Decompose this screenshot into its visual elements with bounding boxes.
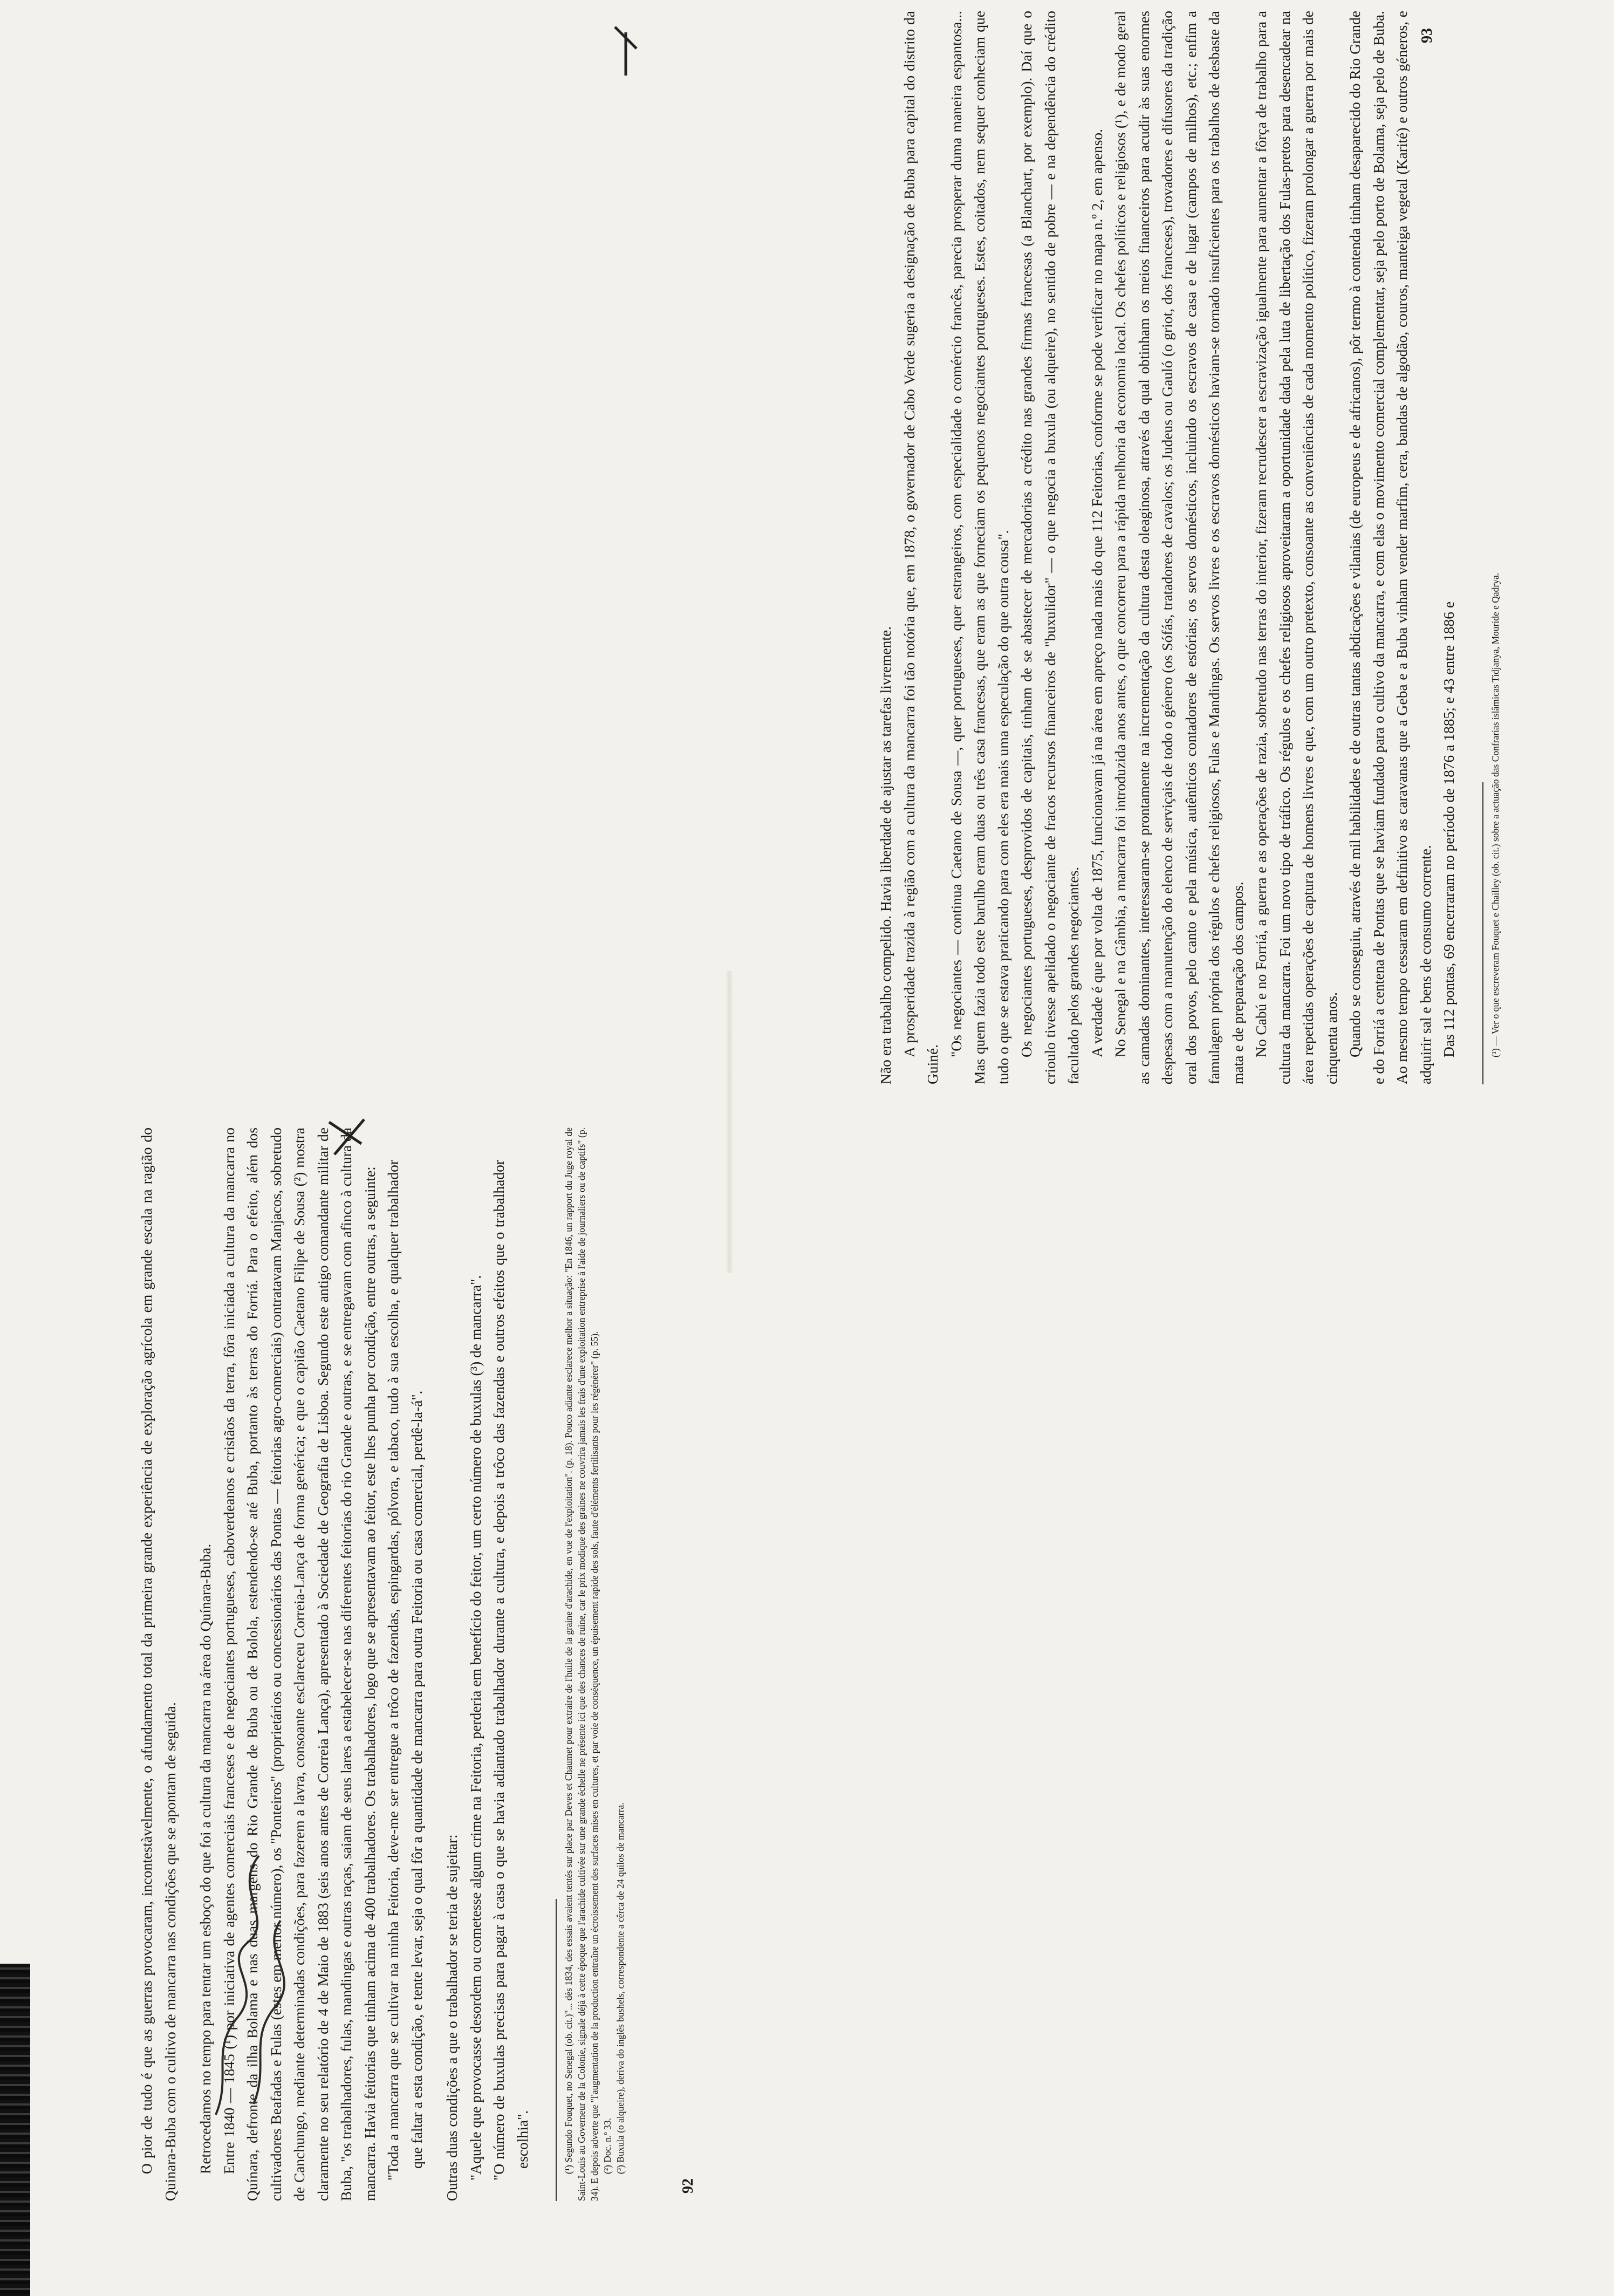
paragraph: Entre 1840 — 1845 (¹) por iniciativa de agentes comerciais franceses e de negociantes portugueses, caboverdeanos e cristãos da terra, fôra iniciada a cultura da mancarra no Quínara, defronte da ilha Bolama e nas duas margens do Rio Grande de Buba ou de Bolola, estendendo-se até Buba, portanto às terras do Forriá. Para o efeito, além dos cultivadores Beafadas e Fulas (estes em menor número), os "Ponteiros" (proprietários ou concessionários das Pontas — feitorias agro-comerciais) contratavam Manjacos, sobretudo de Canchungo, mediante determinadas condições, para fazerem a lavra, consoante esclareceu Correia-Lança de forma genérica; e que o capitão Caetano Filipe de Sousa (²) mostra claramente no seu relatório de 4 de Maio de 1883 (seis anos antes de Correia Lança), apresentado à Sociedade de Geografia de Lisboa. Segundo este antigo comandante militar de Buba, "os trabalhadores, fulas, mandingas e outras raças, saiam de seus lares a estabelecer-se nas diferentes feitorias do rio Grande e outras, e se entregavam com afinco à cultura da mancarra. Havia feitorias que tinham acima de 400 trabalhadores. Os trabalhadores, logo que se apresentavam ao feitor, este lhes punha por condição, entre outras, a seguinte: — [220, 1128, 378, 2201]
paragraph: O pior de tudo é que as guerras provocaram, incontestàvelmente, o afundamento total da primeira grande experiência de exploração agrícola em grande escala na ragião do Quinara-Buba com o cultivo de mancarra nas condições que se apontam de seguida. — [138, 1128, 179, 2201]
scan-binding-edge — [0, 1964, 30, 2296]
paragraph: Os negociantes portugueses, desprovidos de capitais, tinham de se abastecer de mercadorias a crédito nas grandes firmas francesas (a Blanchart, por exemplo). Daí que o crioulo tivesse apelidado o negociante de fracos recursos financeiros de "buxulidor" — o que negocia a buxula (ou alqueire), no sentido de pobre — e na dependência do crédito facultado pelos grandes negociantes. — [1018, 11, 1082, 1084]
scan-gutter-shadow — [726, 971, 733, 1273]
margin-tick-mark — [324, 1111, 372, 1160]
footnote: (¹) — Ver o que escreveram Fouquet e Chailley (ob. cit.) sobre a actuação das Confrarias islâmicas Tidjanya, Mouride e Qadrya. — [1489, 572, 1501, 1057]
paragraph: Outras duas condições a que o trabalhador se teria de sujeitar: — [443, 1834, 460, 2201]
paragraph: A verdade é que por volta de 1875, funcionavam já na área em apreço nada mais do que 112 Feitorias, conforme se pode verificar no mapa n.º 2, em apenso. — [1088, 128, 1105, 1057]
page-number: 92 — [680, 2178, 696, 2194]
handwritten-annotation — [200, 1823, 297, 2126]
page-93 — [863, 11, 1501, 1084]
paragraph: Retrocedamos no tempo para tentar um esboço do que foi a cultura da mancarra na área do Quínara-Buba. — [197, 1543, 214, 2174]
block-quote: "O número de buxulas precisas para pagar à casa o que se havia adiantado trabalhador durante a cultura, e depois a trôco das fazendas e outros efeitos que o trabalhador escolhia". — [490, 1160, 531, 2181]
footnote-rule — [1482, 782, 1483, 1084]
footnote: (³) Buxula (o alqueire), deriva do inglês bushels, correspondente a cêrca de 24 quilos de mancarra. — [615, 1802, 626, 2174]
footnote-rule — [556, 1899, 557, 2201]
paragraph: "Os negociantes — continua Caetano de Sousa —, quer portugueses, quer estrangeiros, com especialidade o comércio francês, parecia prosperar duma maneira espantosa... Mas quem fazia todo este barulho eram duas ou três casa francesas, que eram as que forneciam os pequenos negociantes portugueses. Estes, coitados, nem sequer conheciam que tudo o que se estava praticando para com eles era mais uma especulação do que outra cousa". — [947, 11, 1011, 1084]
footnote: (¹) Segundo Fouquet, no Senegal (ob. cit.)"... dès 1834, des essais avaient tentés sur place par Deves et Chaumet pour extraire de l'huile de la graine d'arachide, en vue de l'exploitation". (p. 18). Pouco adiante esclarece melhor a situação: "En 1846, un rapport du Juge royal de Saint-Louis au Governeur de la Colonie, signale déjà à cette époque que l'arachide cultivée sur une grande échelle ne présente ici que des chances de ruine, car le prix modique des graines ne couvrira jamais les frais d'une exploitation entreprise à l'aide de journaliers ou de captifs" (p. 34). E depois adverte que "l'augmentation de la production entraîne un écroissement des surfaces mises en cultures, et par voie de conséquence, un épuisement rapide des sols, faute d'éléments fertilisants pour les régénérer" (p. 55). — [563, 1128, 600, 2201]
paragraph: No Cabú e no Forriá, a guerra e as operações de razia, sobretudo nas terras do interior, fizeram recrudescer a escravização igualmente para aumentar a fôrça de trabalho para a cultura da mancarra. Foi um novo tipo de tráfico. Os régulos e os chefes religiosos aproveitaram a oportunidade dada pela luta de libertação dos Fulas-pretos para desencadear na área repetidas operações de captura de homens livres e que, com um outro pretexto, consoante as conveniências de cada momento político, fizeram prolongar a guerra por mais de cinquenta anos. — [1253, 11, 1340, 1084]
paragraph: No Senegal e na Gâmbia, a mancarra foi introduzida anos antes, o que concorreu para a rápida melhoria da economia local. Os chefes políticos e religiosos (¹), e de modo geral as camadas dominantes, interessaram-se prontamente na incrementação da cultura desta oleaginosa, através da qual obtinham os meios financeiros para acudir às suas enormes despesas com a manutenção do elenco de serviçais de todo o género (os Sófás, tratadores de cavalos; os Judeus ou Gauló (o griot, dos franceses), trovadores e difusores da tradição oral dos povos, pelo canto e pela música, autênticos contadores de estórias; os servos domésticos, incluindo os escravos de casa e de lugar (campos de milhos), etc.; enfim a famulagem própria dos régulos e chefes religiosos, Fulas e Mandingas. Os servos livres e os escravos domésticos haviam-se tornado insuficientes para os trabalhos de desbaste da mata e de preparação dos campos. — [1112, 11, 1246, 1084]
page-number: 93 — [1419, 28, 1435, 43]
page-93-body — [874, 11, 1502, 1084]
paragraph: Das 112 pontas, 69 encerraram no período de 1876 a 1885; e 43 entre 1886 e — [1440, 601, 1457, 1057]
block-quote: "Toda a mancarra que se cultivar na minha Feitoria, deve-me ser entregue a trôco de fazendas, espingardas, pólvora, e tabaco, tudo à sua escolha, e qualquer trabalhador que faltar a esta condição, e tente levar, seja o qual fôr a quantidade de mancarra para outra Feitoria ou casa comercial, perdê-la-á". — [385, 1160, 425, 2181]
footnote: (²) Doc. n.º 33. — [602, 2118, 613, 2174]
margin-check-mark — [610, 22, 642, 81]
paragraph: A prosperidade trazida à região com a cultura da mancarra foi tão notória que, em 1878, o governador de Cabo Verde sugeria a designação de Buba para capital do distrito da Guiné. — [900, 11, 941, 1084]
paragraph: Não era trabalho compelido. Havia liberdade de ajustar as tarefas livremente. — [877, 626, 894, 1084]
paragraph: Quando se conseguiu, através de mil habilidades e de outras tantas abdicações e vilanias (de europeus e de africanos), pôr termo à contenda tinham desaparecido do Rio Grande e do Forriá a centena de Pontas que se haviam fundado para o cultivo da mancarra, e com elas o movimento comercial complementar, seja pelo porto de Bolama, seja pelo de Buba. Ao mesmo tempo cessaram em definitivo as caravanas que a Geba e a Buba vinham vender marfim, cera, bandas de algodão, couros, manteiga vegetal (Karité) e outros géneros, e adquirir sal e bens de consumo corrente. — [1346, 11, 1434, 1084]
block-quote: "Aquele que provocasse desordem ou cometesse algum crime na Feitoria, perderia em benefício do feitor, um certo número de buxulas (³) de mancarra". — [467, 1275, 484, 2181]
